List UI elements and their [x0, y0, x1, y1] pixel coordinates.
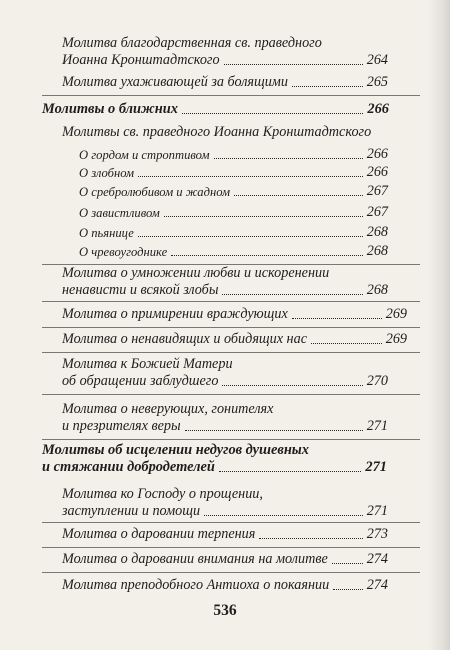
toc-page-number: 268 — [366, 243, 388, 259]
separator-line — [42, 95, 420, 96]
toc-subentry-text: О злобном — [79, 166, 135, 180]
page-number: 536 — [213, 602, 237, 619]
toc-page-number: 266 — [366, 146, 388, 162]
toc-page-number: 268 — [366, 224, 388, 240]
page-edge-shadow — [428, 0, 450, 650]
toc-entry — [62, 331, 407, 348]
toc-entry-text: Молитва о ненавидящих и обидящих нас — [62, 331, 307, 347]
dot-leader — [332, 563, 363, 564]
toc-entry-text: и презрителях веры — [62, 418, 181, 434]
toc-page-number: 270 — [366, 373, 388, 389]
separator-line — [42, 572, 420, 573]
dot-leader — [185, 430, 363, 431]
dot-leader — [164, 216, 363, 217]
toc-subentry — [79, 164, 388, 181]
toc-entry-text: Молитва благодарственная св. праведного — [62, 35, 322, 51]
toc-subentry-text: О чревоугоднике — [79, 245, 168, 259]
separator-line — [42, 327, 420, 328]
toc-entry — [62, 526, 388, 543]
dot-leader — [138, 176, 363, 177]
toc-entry-text: ненависти и всякой злобы — [62, 282, 219, 298]
toc-subentry — [79, 224, 388, 241]
toc-entry — [62, 486, 388, 520]
toc-subentry-text: О сребролюбивом и жадном — [79, 185, 231, 199]
toc-subentry — [79, 243, 388, 260]
toc-page-number: 271 — [366, 418, 388, 434]
toc-entry-text: Молитва к Божией Матери — [62, 356, 233, 372]
dot-leader — [259, 538, 362, 539]
dot-leader — [219, 471, 361, 472]
dot-leader — [138, 236, 363, 237]
dot-leader — [234, 195, 363, 196]
toc-entry-text: заступлении и помощи — [62, 503, 201, 519]
toc-entry — [62, 356, 388, 390]
toc-entry-text: Иоанна Кронштадтского — [62, 52, 220, 68]
toc-page-number: 268 — [366, 282, 388, 298]
separator-line — [42, 522, 420, 523]
toc-entry-text: Молитва о неверующих, гонителях — [62, 401, 274, 417]
dot-leader — [204, 515, 363, 516]
dot-leader — [333, 589, 362, 590]
toc-page-number: 266 — [367, 101, 389, 117]
toc-entry — [62, 35, 388, 69]
dot-leader — [224, 64, 363, 65]
toc-entry — [62, 74, 388, 91]
separator-line — [42, 394, 420, 395]
toc-subentry-text: О завистливом — [79, 206, 160, 220]
separator-line — [42, 301, 420, 302]
toc-page-number: 271 — [365, 459, 387, 475]
dot-leader — [222, 385, 362, 386]
toc-entry — [62, 577, 388, 594]
toc-page-number: 267 — [366, 183, 388, 199]
toc-page-number: 269 — [385, 306, 407, 322]
toc-page-number: 271 — [366, 503, 388, 519]
toc-page-number: 265 — [366, 74, 388, 90]
toc-entry — [62, 124, 392, 141]
toc-entry — [62, 265, 388, 299]
separator-line — [42, 547, 420, 548]
toc-entry-text: об обращении заблудшего — [62, 373, 219, 389]
toc-entry-text: Молитва о умножении любви и искоренении — [62, 265, 330, 281]
toc-page-number: 267 — [366, 204, 388, 220]
dot-leader — [182, 113, 363, 114]
toc-section-text: Молитвы о ближних — [42, 101, 178, 117]
separator-line — [42, 439, 420, 440]
toc-subentry — [79, 204, 388, 221]
toc-section-text: Молитвы об исцелении недугов душевных — [42, 442, 309, 458]
toc-entry-text: Молитвы св. праведного Иоанна Кронштадтского — [62, 124, 372, 140]
toc-entry — [62, 306, 407, 323]
toc-page-number: 274 — [366, 577, 388, 593]
toc-page-number: 266 — [366, 164, 388, 180]
toc-subentry — [79, 146, 388, 163]
toc-subentry-text: О гордом и строптивом — [79, 148, 210, 162]
dot-leader — [292, 86, 363, 87]
toc-entry-text: Молитва ко Господу о прощении, — [62, 486, 263, 502]
toc-subentry — [79, 183, 388, 200]
dot-leader — [171, 255, 363, 256]
toc-page-number: 269 — [385, 331, 407, 347]
toc-section-text: и стяжании добродетелей — [42, 459, 215, 475]
dot-leader — [222, 294, 362, 295]
toc-entry-text: Молитва о даровании внимания на молитве — [62, 551, 328, 567]
toc-entry-text: Молитва о примирении враждующих — [62, 306, 288, 322]
toc-page-number: 264 — [366, 52, 388, 68]
toc-entry — [62, 551, 388, 568]
separator-line — [42, 352, 420, 353]
toc-section-heading — [42, 101, 389, 118]
toc-section-heading — [42, 442, 387, 476]
toc-entry-text: Молитва преподобного Антиоха о покаянии — [62, 577, 330, 593]
toc-entry — [62, 401, 388, 435]
toc-subentry-text: О пьянице — [79, 226, 134, 240]
toc-entry-text: Молитва ухаживающей за болящими — [62, 74, 288, 90]
toc-page-number: 274 — [366, 551, 388, 567]
toc-page-number: 273 — [366, 526, 388, 542]
dot-leader — [214, 158, 363, 159]
toc-entry-text: Молитва о даровании терпения — [62, 526, 256, 542]
dot-leader — [311, 343, 382, 344]
dot-leader — [292, 318, 382, 319]
